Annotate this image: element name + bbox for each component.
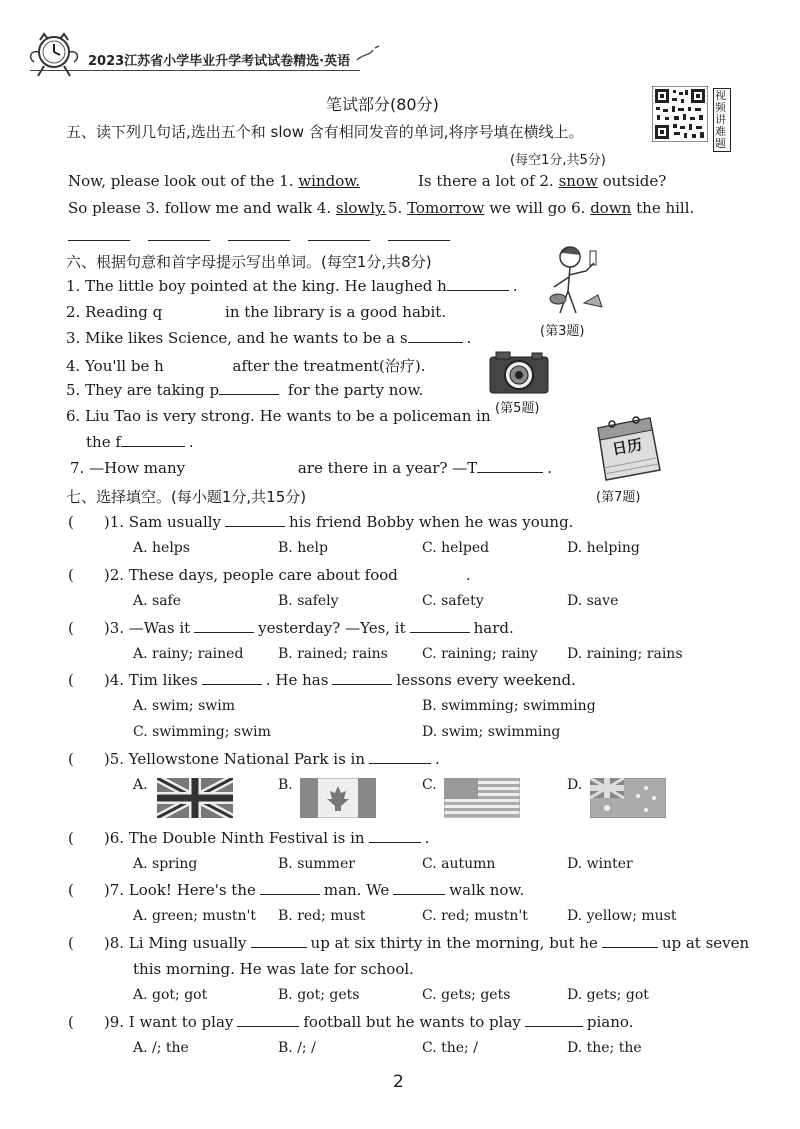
qr-code-icon[interactable] xyxy=(652,86,708,142)
s5-word-tomorrow: Tomorrow xyxy=(407,199,485,217)
s7-q9-text-c: piano. xyxy=(586,1013,634,1031)
s7-q9-text-b: football but he wants to play xyxy=(303,1013,521,1031)
uk-flag-icon[interactable] xyxy=(157,778,233,818)
paren[interactable]: ( xyxy=(68,750,74,768)
australia-flag-icon[interactable] xyxy=(590,778,666,818)
s7-q1-opt-d[interactable]: D. helping xyxy=(567,540,640,556)
s6-q5-blank[interactable] xyxy=(219,393,279,395)
s7-q3-opt-b[interactable]: B. rained; rains xyxy=(278,646,388,662)
s7-q2-stem: ( )2. These days, people care about food . xyxy=(68,566,471,584)
s7-q6-opt-b[interactable]: B. summer xyxy=(278,856,355,872)
s7-q5-blank[interactable] xyxy=(369,762,431,764)
s5-word-slowly: slowly. xyxy=(335,199,387,217)
s7-q9-opt-b[interactable]: B. /; / xyxy=(278,1040,316,1056)
s7-q4-stem xyxy=(68,671,576,689)
s5-line2-a: So please 3. follow me and walk 4. xyxy=(68,199,332,217)
s7-q1-opt-b[interactable]: B. help xyxy=(278,540,328,556)
s5-line2-d: the hill. xyxy=(636,199,695,217)
s7-q9-opt-a[interactable]: A. /; the xyxy=(133,1040,189,1056)
s7-q4-opt-b[interactable]: B. swimming; swimming xyxy=(422,698,596,714)
s6-q1-hint: h xyxy=(437,277,447,295)
scientist-illustration xyxy=(540,243,610,321)
s6-q4-blank[interactable] xyxy=(168,369,224,371)
s7-q9-text: )9. I want to play xyxy=(103,1013,234,1031)
s6-q2-text: 2. Reading q xyxy=(66,303,163,321)
s7-q5-opt-d[interactable]: D. xyxy=(567,777,583,793)
s7-q2-opt-d[interactable]: D. save xyxy=(567,593,619,609)
s7-q7-blank-b[interactable] xyxy=(393,893,445,895)
s5-line1-b: Is there a lot of 2. xyxy=(418,172,554,190)
s7-q6-opt-d[interactable]: D. winter xyxy=(567,856,633,872)
s7-q4-opt-a[interactable]: A. swim; swim xyxy=(133,698,236,714)
s6-q6-hint: f xyxy=(115,433,121,451)
s6-q6-blank[interactable] xyxy=(121,445,185,447)
qr-side-label: 视频讲难题 xyxy=(713,88,731,152)
s7-q8-opt-d[interactable]: D. gets; got xyxy=(567,987,649,1003)
s7-q5-opt-a[interactable]: A. xyxy=(133,777,148,793)
s7-q8-opt-b[interactable]: B. got; gets xyxy=(278,987,360,1003)
section6-title: 六、根据句意和首字母提示写出单词。(每空1分,共8分) xyxy=(66,253,432,271)
s5-word-down: down xyxy=(590,199,632,217)
paren[interactable]: ( xyxy=(68,881,74,899)
s6-q5 xyxy=(66,381,423,399)
s5-line2-c: we will go 6. xyxy=(489,199,586,217)
s7-q8-opt-a[interactable]: A. got; got xyxy=(133,987,208,1003)
s7-q6-text: )6. The Double Ninth Festival is in xyxy=(103,829,365,847)
s6-q4-text-b: after the treatment(治疗). xyxy=(232,357,426,375)
part-title: 笔试部分(80分) xyxy=(326,95,439,114)
canada-flag-icon[interactable] xyxy=(300,778,376,818)
s7-q3-text: )3. —Was it xyxy=(103,619,191,637)
s7-q8-stem-cont: this morning. He was late for school. xyxy=(133,960,414,978)
s7-q4-blank-b[interactable] xyxy=(332,683,392,685)
s6-q7-blank-a[interactable] xyxy=(189,471,289,473)
paren[interactable]: ( xyxy=(68,829,74,847)
paren[interactable]: ( xyxy=(68,619,74,637)
s7-q1-text-b: his friend Bobby when he was young. xyxy=(289,513,574,531)
s6-q3: 3. Mike likes Science, and he wants to be a s . xyxy=(66,329,472,347)
s7-q7-text-c: walk now. xyxy=(449,881,525,899)
s7-q6-opt-a[interactable]: A. spring xyxy=(133,856,198,872)
paren[interactable]: ( xyxy=(68,513,74,531)
section5-line2 xyxy=(68,199,386,217)
s7-q3-blank-b[interactable] xyxy=(410,631,470,633)
answer-line-2[interactable] xyxy=(148,240,210,241)
header-title: 2023江苏省小学毕业升学考试试卷精选·英语 xyxy=(88,54,351,69)
answer-line-1[interactable] xyxy=(68,240,130,241)
s6-q5-hint: p xyxy=(209,381,220,399)
s7-q1-opt-a[interactable]: A. helps xyxy=(133,540,190,556)
s7-q1-opt-c[interactable]: C. helped xyxy=(422,540,490,556)
answer-line-4[interactable] xyxy=(308,240,370,241)
s7-q7-text: )7. Look! Here's the xyxy=(103,881,256,899)
s7-q9-stem xyxy=(68,1013,633,1031)
s7-q2-opt-c[interactable]: C. safety xyxy=(422,593,484,609)
s6-q7-text: 7. —How many xyxy=(70,459,186,477)
s5-line2-b: 5. xyxy=(388,199,403,217)
s7-q4-text: )4. Tim likes xyxy=(103,671,198,689)
s6-q7: 7. —How many are there in a year? —T . xyxy=(70,459,553,477)
s7-q4-text-c: lessons every weekend. xyxy=(396,671,576,689)
caption-q7: (第7题) xyxy=(596,490,641,505)
paren[interactable]: ( xyxy=(68,1013,74,1031)
s7-q8-text: )8. Li Ming usually xyxy=(103,934,247,952)
s7-q5-opt-c[interactable]: C. xyxy=(422,777,437,793)
s6-q5-text: 5. They are taking xyxy=(66,381,205,399)
section7-title: 七、选择填空。(每小题1分,共15分) xyxy=(66,488,307,506)
usa-flag-icon[interactable] xyxy=(444,778,520,818)
s5-line1-c: outside? xyxy=(602,172,667,190)
s7-q8-stem xyxy=(68,934,749,952)
s6-q2-blank[interactable] xyxy=(166,315,216,317)
s5-word-window: window. xyxy=(298,172,361,190)
s6-q5-text-b: for the party now. xyxy=(287,381,424,399)
s7-q7-blank-a[interactable] xyxy=(260,893,320,895)
s7-q1-text: )1. Sam usually xyxy=(103,513,222,531)
s6-q2 xyxy=(66,303,446,321)
s7-q7-opt-d[interactable]: D. yellow; must xyxy=(567,908,677,924)
caption-q5: (第5题) xyxy=(495,401,540,416)
s7-q9-opt-d[interactable]: D. the; the xyxy=(567,1040,642,1056)
s7-q6-stem: ( )6. The Double Ninth Festival is in . xyxy=(68,829,430,847)
page-number: 2 xyxy=(393,1072,404,1092)
paren[interactable]: ( xyxy=(68,934,74,952)
s7-q7-opt-c[interactable]: C. red; mustn't xyxy=(422,908,528,924)
calendar-label: 日历 xyxy=(610,435,644,459)
s7-q3-stem xyxy=(68,619,514,637)
s7-q3-blank-a[interactable] xyxy=(194,631,254,633)
paren[interactable]: ( xyxy=(68,671,74,689)
caption-q3: (第3题) xyxy=(540,324,585,339)
s6-q1-blank[interactable] xyxy=(447,289,509,291)
s7-q8-text-c: up at seven xyxy=(661,934,750,952)
section5-line1 xyxy=(68,172,360,190)
s7-q3-opt-c[interactable]: C. raining; rainy xyxy=(422,646,538,662)
header-rule xyxy=(30,70,360,71)
s7-q2-text: )2. These days, people care about food xyxy=(103,566,398,584)
header-swoosh-icon xyxy=(355,44,381,68)
s7-q2-opt-b[interactable]: B. safely xyxy=(278,593,339,609)
s6-q6-text-b: the xyxy=(86,433,111,451)
s6-q7-text-b: are there in a year? — xyxy=(297,459,468,477)
section5-title: 五、读下列几句话,选出五个和 slow 含有相同发音的单词,将序号填在横线上。 xyxy=(66,123,584,141)
s6-q7-blank-b[interactable] xyxy=(477,471,543,473)
s5-word-snow: snow xyxy=(558,172,598,190)
s7-q1-stem xyxy=(68,513,573,531)
s7-q2-blank[interactable] xyxy=(402,578,462,580)
section5-score: (每空1分,共5分) xyxy=(510,153,606,168)
s6-q6-text: 6. Liu Tao is very strong. He wants to be a policeman in xyxy=(66,407,491,425)
s7-q9-opt-c[interactable]: C. the; / xyxy=(422,1040,478,1056)
s7-q7-opt-a[interactable]: A. green; mustn't xyxy=(133,908,257,924)
s6-q6 xyxy=(66,407,491,425)
s7-q3-text-c: hard. xyxy=(473,619,514,637)
mascot-clock-icon xyxy=(22,30,82,80)
s7-q5-text: )5. Yellowstone National Park is in xyxy=(103,750,365,768)
s7-q5-stem: ( )5. Yellowstone National Park is in . xyxy=(68,750,440,768)
s6-q7-hint: T xyxy=(467,459,478,477)
s7-q3-text-b: yesterday? —Yes, it xyxy=(258,619,406,637)
s7-q3-opt-a[interactable]: A. rainy; rained xyxy=(133,646,244,662)
s7-q8-opt-c[interactable]: C. gets; gets xyxy=(422,987,511,1003)
s7-q4-opt-d[interactable]: D. swim; swimming xyxy=(422,724,561,740)
s7-q5-opt-b[interactable]: B. xyxy=(278,777,293,793)
s6-q2-text-b: in the library is a good habit. xyxy=(225,303,447,321)
s6-q4 xyxy=(66,355,426,376)
s7-q7-opt-b[interactable]: B. red; must xyxy=(278,908,366,924)
paren[interactable]: ( xyxy=(68,566,74,584)
s6-q3-blank[interactable] xyxy=(408,341,463,343)
s7-q6-opt-c[interactable]: C. autumn xyxy=(422,856,496,872)
s7-q8-blank-a[interactable] xyxy=(251,946,307,948)
section5-line1b xyxy=(418,172,666,190)
s7-q1-blank[interactable] xyxy=(225,525,285,527)
camera-illustration xyxy=(488,349,550,395)
s6-q1: 1. The little boy pointed at the king. He laughed h . xyxy=(66,277,518,295)
s6-q4-text: 4. You'll be h xyxy=(66,357,164,375)
s7-q8-blank-b[interactable] xyxy=(602,946,658,948)
s6-q1-text: 1. The little boy pointed at the king. He laughed xyxy=(66,277,433,295)
s6-q3-text: 3. Mike likes Science, and he wants to be a xyxy=(66,329,396,347)
s7-q4-opt-c[interactable]: C. swimming; swim xyxy=(133,724,271,740)
s7-q7-text-b: man. We xyxy=(323,881,390,899)
s7-q4-text-b: . He has xyxy=(265,671,329,689)
answer-line-5[interactable] xyxy=(388,240,450,241)
s7-q7-stem xyxy=(68,881,524,899)
s7-q2-opt-a[interactable]: A. safe xyxy=(133,593,182,609)
s7-q4-blank-a[interactable] xyxy=(202,683,262,685)
section5-line2b xyxy=(388,199,694,217)
s7-q3-opt-d[interactable]: D. raining; rains xyxy=(567,646,683,662)
answer-line-3[interactable] xyxy=(228,240,290,241)
s7-q9-blank-a[interactable] xyxy=(237,1025,299,1027)
s6-q3-hint: s xyxy=(399,329,408,347)
s5-line1-a: Now, please look out of the 1. xyxy=(68,172,294,190)
s7-q9-blank-b[interactable] xyxy=(525,1025,583,1027)
s7-q6-blank[interactable] xyxy=(369,841,421,843)
s7-q8-text-b: up at six thirty in the morning, but he xyxy=(310,934,598,952)
s6-q6b: the f . xyxy=(86,433,194,451)
